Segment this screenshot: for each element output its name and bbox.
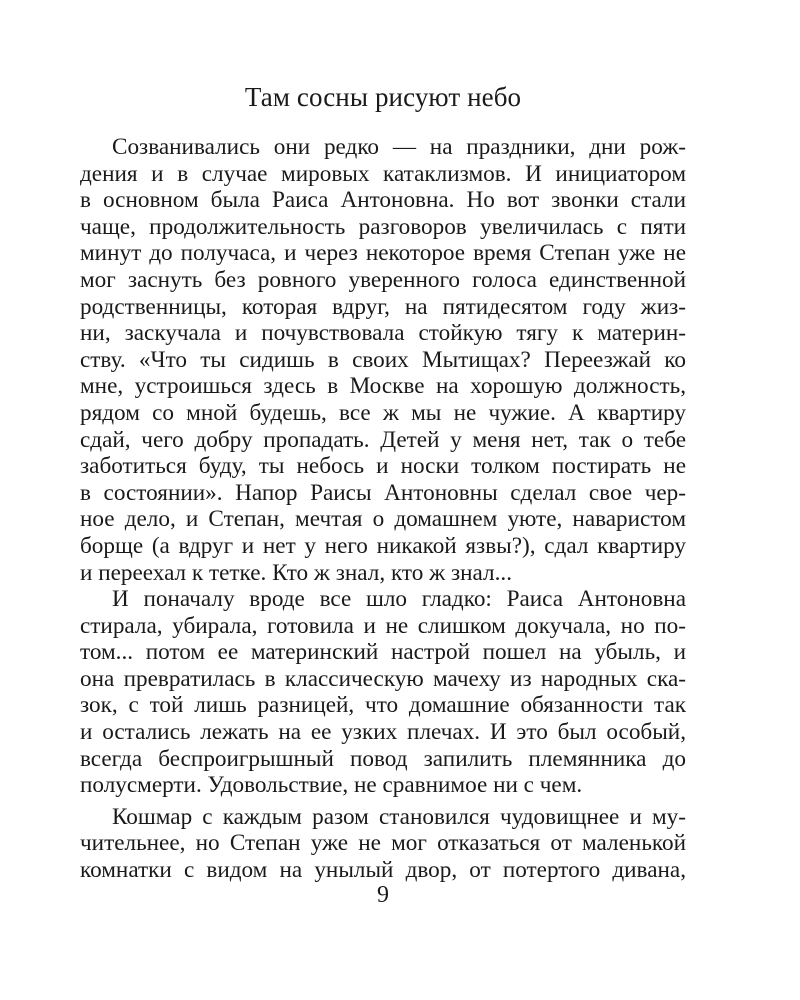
text-line: рядом со мной будешь, все ж мы не чужие. А квартиру: [80, 399, 686, 426]
text-line: минут до получаса, и через некоторое время Степан уже не: [80, 240, 686, 267]
page-number: 9: [377, 882, 389, 908]
text-line: Кошмар с каждым разом становился чудовищнее и му-: [112, 803, 686, 830]
text-line: И поначалу вроде все шло гладко: Раиса Антоновна: [112, 586, 686, 613]
text-line: ное дело, и Степан, мечтая о домашнем уюте, наваристом: [80, 506, 686, 533]
text-line: том... потом ее материнский настрой пошел на убыль, и: [80, 639, 686, 666]
paragraph-2: [80, 586, 686, 799]
text-line: дения и в случае мировых катаклизмов. И инициатором: [80, 160, 686, 187]
text-line: в основном была Раиса Антоновна. Но вот звонки стали: [80, 187, 686, 214]
text-line: ству. «Что ты сидишь в своих Мытищах? Переезжай ко: [80, 346, 686, 373]
text-line: чительнее, но Степан уже не мог отказаться от маленькой: [80, 830, 686, 857]
chapter-title: Там сосны рисуют небо: [244, 82, 522, 112]
paragraph-1: [80, 134, 686, 586]
text-line: стирала, убирала, готовила и не слишком докучала, но по-: [80, 612, 686, 639]
text-line: Созванивались они редко — на праздники, дни рож-: [112, 134, 686, 160]
paragraph-3: [80, 804, 686, 884]
text-line: и переехал к тетке. Кто ж знал, кто ж знал...: [80, 559, 512, 586]
text-line: она превратилась в классическую мачеху из народных ска-: [80, 665, 686, 692]
text-line: мне, устроишься здесь в Москве на хорошую должность,: [80, 373, 686, 400]
text-line: полусмерти. Удовольствие, не сравнимое ни с чем.: [80, 772, 583, 799]
text-line: заботиться буду, ты небось и носки толком постирать не: [80, 453, 686, 480]
text-line: в состоянии». Напор Раисы Антоновны сделал свое чер-: [80, 479, 686, 506]
text-line: чаще, продолжительность разговоров увеличилась с пяти: [80, 213, 686, 240]
text-line: всегда беспроигрышный повод запилить племянника до: [80, 745, 686, 772]
text-line: ни, заскучала и почувствовала стойкую тягу к материн-: [80, 320, 686, 347]
text-line: комнатки с видом на унылый двор, от потертого дивана,: [80, 857, 686, 884]
text-line: и остались лежать на ее узких плечах. И это был особый,: [80, 719, 686, 746]
text-line: зок, с той лишь разницей, что домашние обязанности так: [80, 692, 686, 719]
text-line: родственницы, которая вдруг, на пятидесятом году жиз-: [80, 293, 686, 320]
body-text: [80, 134, 686, 884]
text-line: сдай, чего добру пропадать. Детей у меня нет, так о тебе: [80, 426, 686, 453]
text-line: борще (а вдруг и нет у него никакой язвы?), сдал квартиру: [80, 532, 686, 559]
text-line: мог заснуть без ровного уверенного голоса единственной: [80, 266, 686, 293]
